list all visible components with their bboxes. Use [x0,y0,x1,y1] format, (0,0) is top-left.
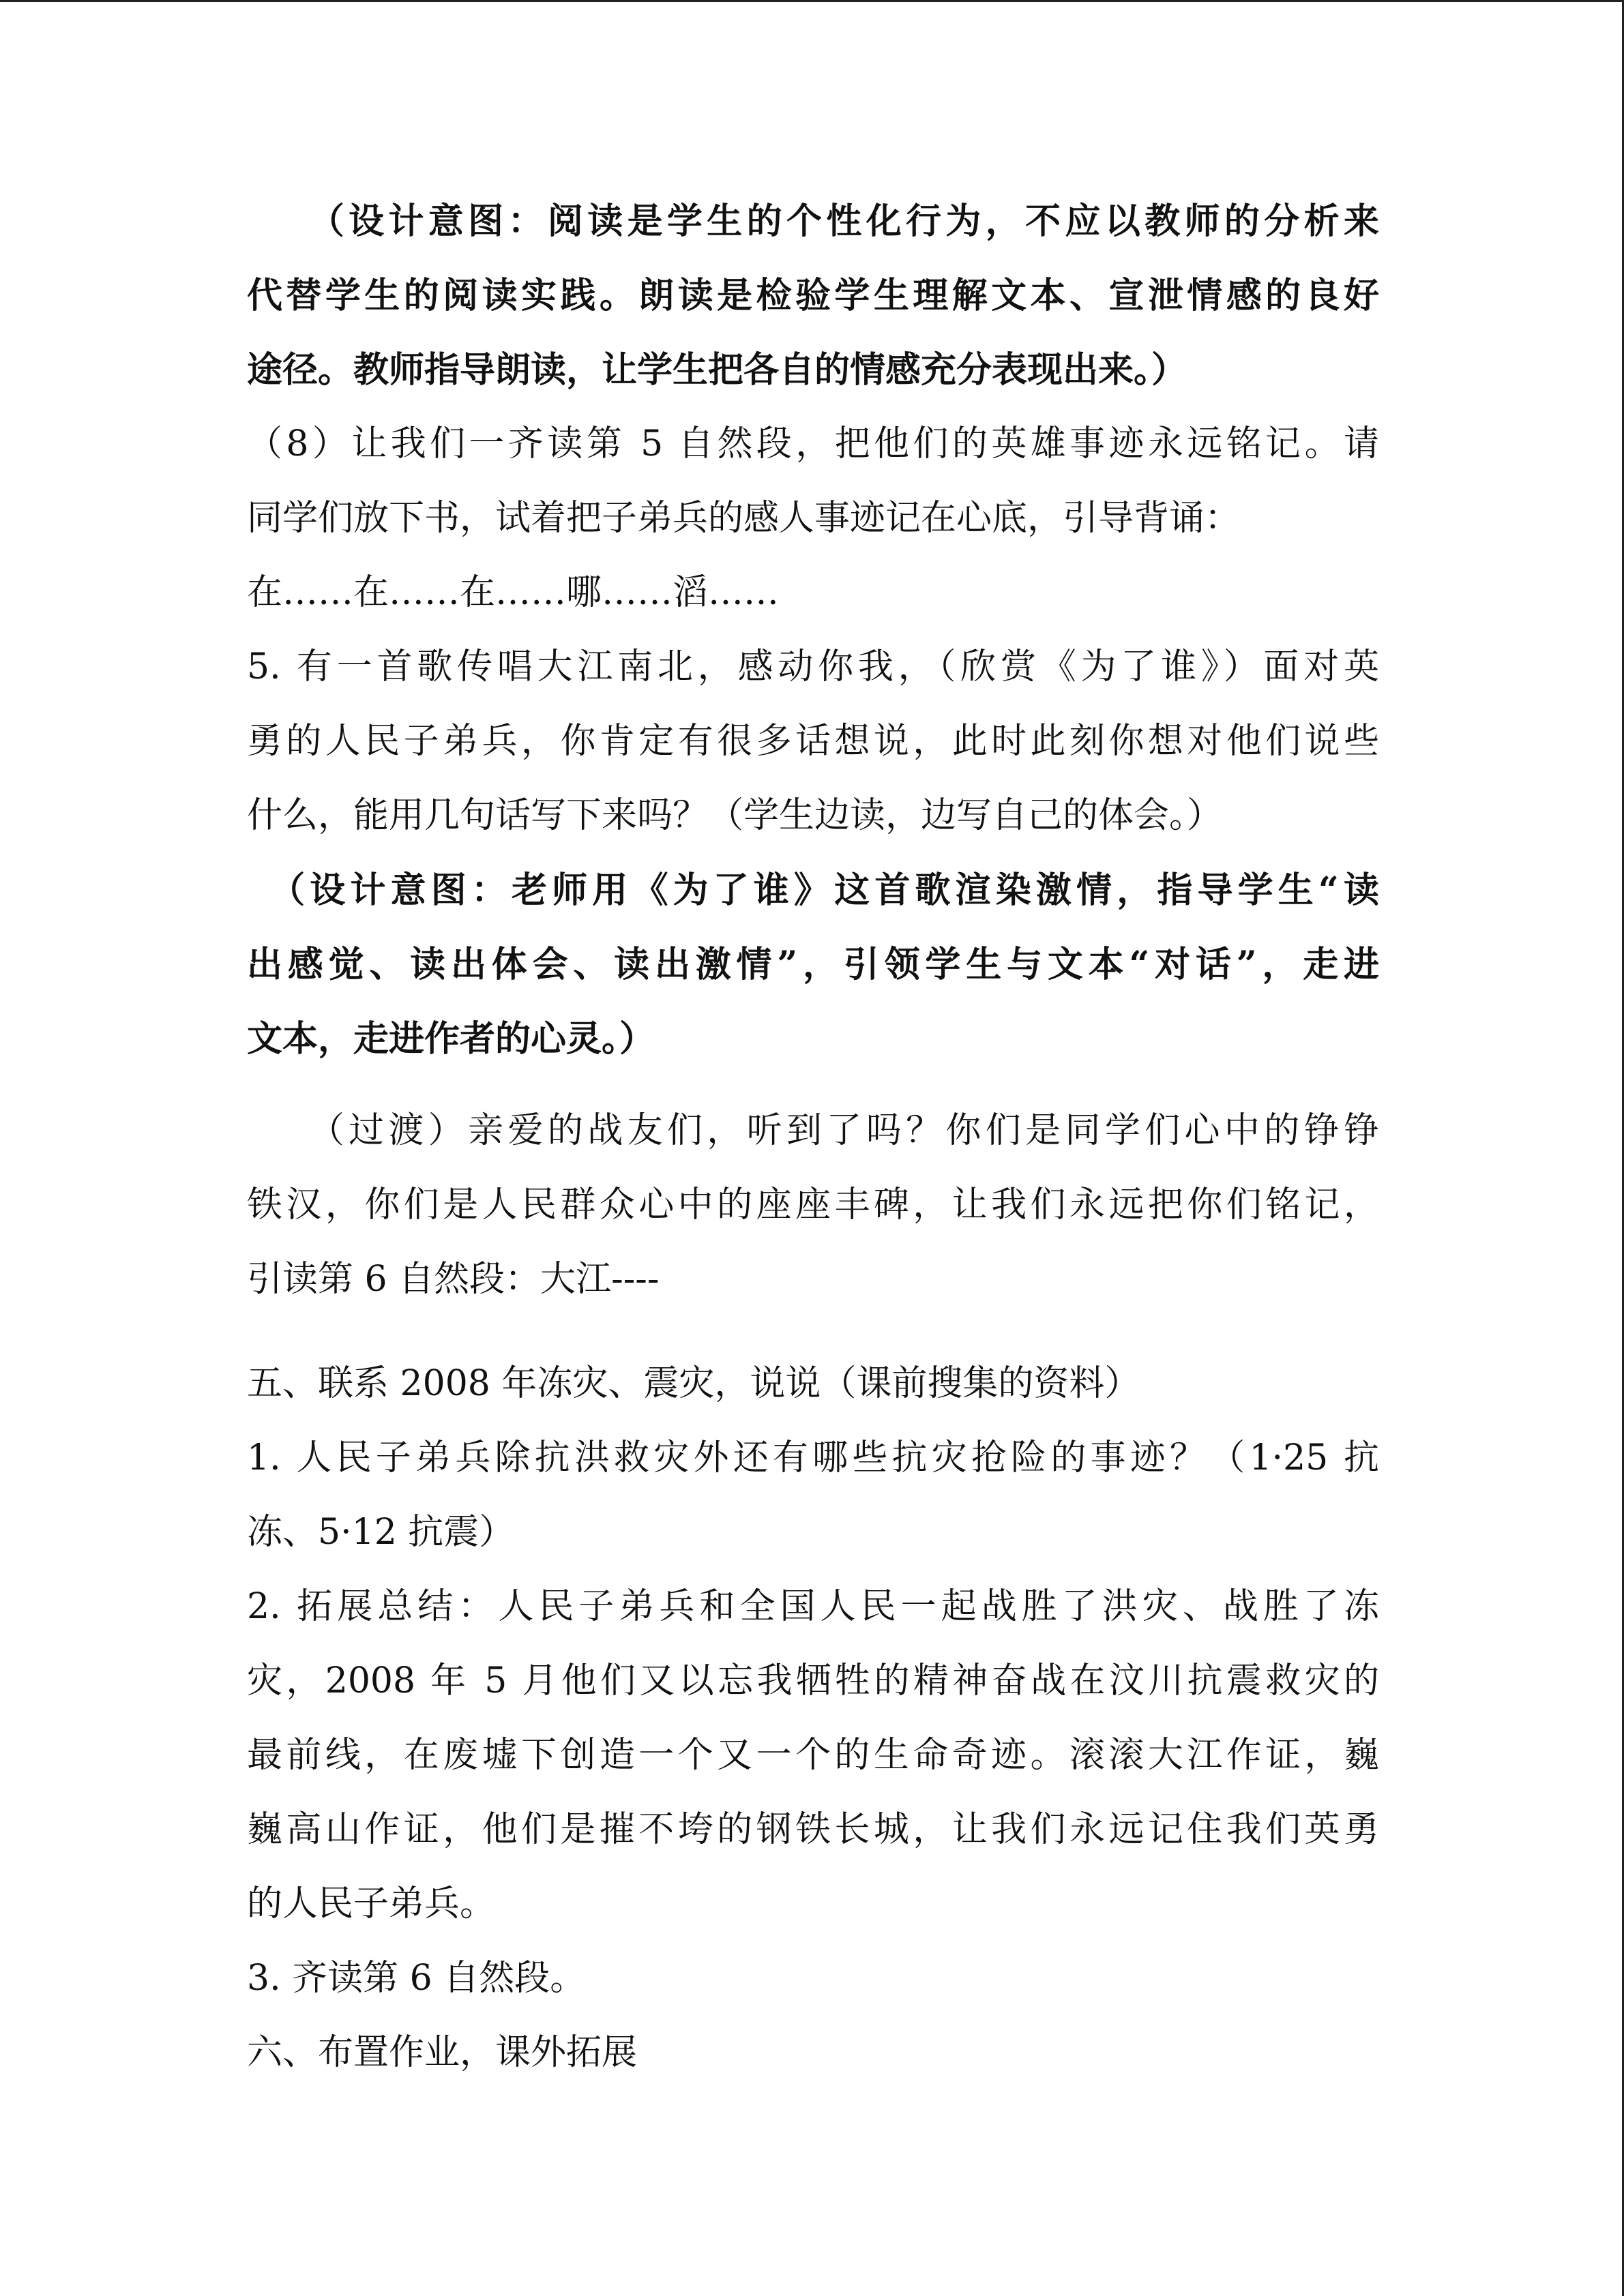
section-six [247,2016,1379,2090]
section-five [247,1347,1379,2016]
text-line: 出感觉、读出体会、读出激情”，引领学生与文本“对话”，走进 [247,944,1379,985]
paragraph-spacer [247,1076,1379,1094]
text-line: 途径。教师指导朗读，让学生把各自的情感充分表现出来。） [247,349,1187,391]
transition-paragraph [247,1094,1379,1317]
text-line: 什么，能用几句话写下来吗？（学生边读，边写自己的体会。） [247,795,1223,836]
text-line: （设计意图：阅读是学生的个性化行为，不应以教师的分析来 [247,200,1379,242]
text-line: 灾，2008 年 5 月他们又以忘我牺牲的精神奋战在汶川抗震救灾的 [247,1660,1379,1701]
text-line: 3. 齐读第 6 自然段。 [247,1958,586,1999]
paragraph-spacer [247,1317,1379,1347]
section-heading: 五、联系 2008 年冻灾、震灾，说说（课前搜集的资料） [247,1363,1140,1404]
text-line: 代替学生的阅读实践。朗读是检验学生理解文本、宣泄情感的良好 [247,275,1379,316]
text-line: 最前线，在废墟下创造一个又一个的生命奇迹。滚滚大江作证，巍 [247,1735,1379,1776]
text-line: 2. 拓展总结：人民子弟兵和全国人民一起战胜了洪灾、战胜了冻 [247,1586,1379,1627]
text-line: （设计意图：老师用《为了谁》这首歌渲染激情，指导学生“读 [247,869,1379,911]
text-line: 1. 人民子弟兵除抗洪救灾外还有哪些抗灾抢险的事迹？（1·25 抗 [247,1437,1379,1478]
text-line: （8）让我们一齐读第 5 自然段，把他们的英雄事迹永远铭记。请 [247,423,1379,464]
text-line: 引读第 6 自然段：大江---- [247,1259,660,1300]
step-5-paragraph [247,630,1379,853]
design-intent-paragraph-1 [247,184,1379,407]
step-8-paragraph [247,407,1379,630]
text-line: （过渡）亲爱的战友们，听到了吗？你们是同学们心中的铮铮 [247,1110,1379,1151]
text-line: 铁汉，你们是人民群众心中的座座丰碑，让我们永远把你们铭记， [247,1184,1379,1225]
text-line: 冻、5·12 抗震） [247,1512,515,1553]
document-body [247,184,1379,2090]
page-top-border [0,0,1624,2]
text-line: 在……在……在……哪……滔…… [247,572,780,613]
text-line: 同学们放下书，试着把子弟兵的感人事迹记在心底，引导背诵： [247,498,1241,539]
text-line: 巍高山作证，他们是摧不垮的钢铁长城，让我们永远记住我们英勇 [247,1809,1379,1850]
text-line: 文本，走进作者的心灵。） [247,1018,655,1060]
section-heading: 六、布置作业，课外拓展 [247,2032,638,2073]
text-line: 5. 有一首歌传唱大江南北，感动你我，（欣赏《为了谁》）面对英 [247,646,1379,687]
text-line: 勇的人民子弟兵，你肯定有很多话想说，此时此刻你想对他们说些 [247,721,1379,762]
text-line: 的人民子弟兵。 [247,1883,496,1924]
design-intent-paragraph-2 [247,853,1379,1076]
